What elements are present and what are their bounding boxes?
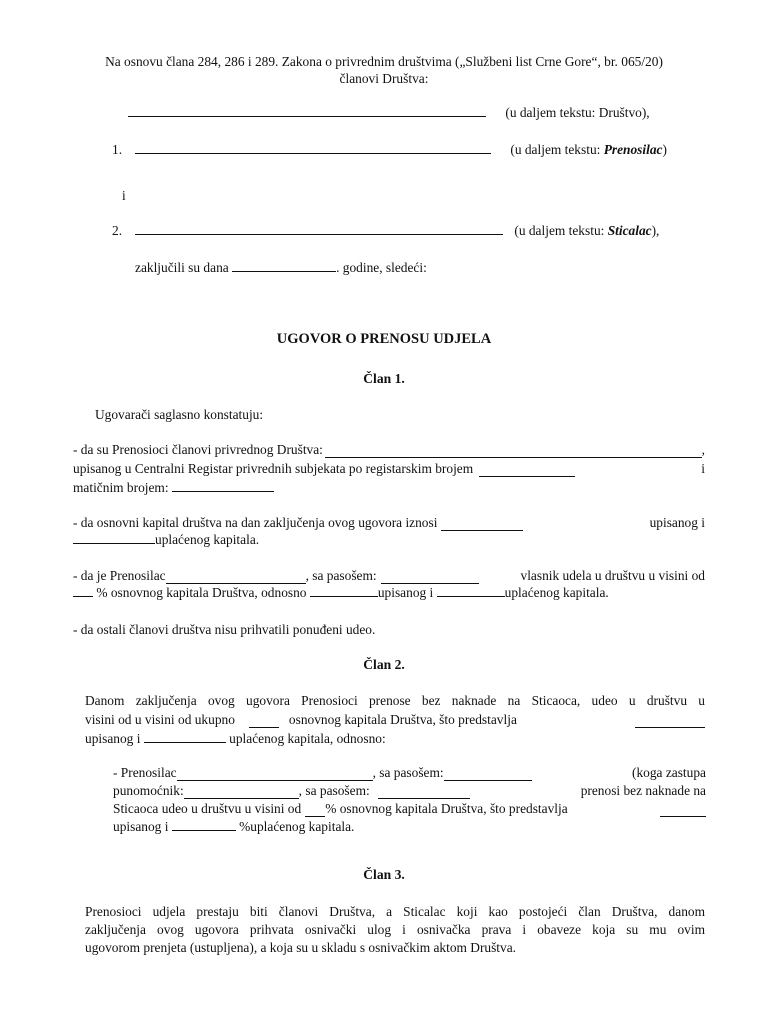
article-2-subitem: - Prenosilac , sa pasošem: (koga zastupa punomoćnik: , sa pasošem: prenosi bez naknade na Sticaoca udeo u društvu u visini od % osnovnog kapitala Društva, što predstavlja upisanog i %uplaćenog kapitala.: [113, 765, 706, 834]
party-1-label: (u daljem tekstu: Prenosilac): [510, 142, 667, 157]
paid-capital-blank[interactable]: [73, 531, 155, 544]
sub-percent-blank[interactable]: [305, 804, 325, 817]
article-1-heading: Član 1.: [363, 371, 405, 386]
capital-amount-blank[interactable]: [441, 518, 523, 531]
party-2-name-blank[interactable]: [135, 222, 503, 235]
sub-represents-blank[interactable]: [660, 804, 706, 817]
sub-registered-blank[interactable]: [172, 818, 236, 831]
company-line: [128, 104, 650, 121]
article-1-bullet-1: - da su Prenosioci članovi privrednog Društva: , upisanog u Centralni Registar privrednih subjekata po registarskim brojem i matičnim brojem:: [73, 442, 705, 495]
share-percent-blank[interactable]: [73, 584, 93, 597]
party-2-line: [135, 222, 659, 239]
party-1-line: [135, 141, 667, 158]
article-1-bullet-4: - da ostali članovi društva nisu prihvatili ponuđeni udeo.: [73, 622, 376, 637]
company-blank-2[interactable]: [325, 445, 702, 458]
proxy-passport-blank[interactable]: [378, 786, 470, 799]
passport-blank[interactable]: [381, 571, 479, 584]
preamble-line-1: Na osnovu člana 284, 286 i 289. Zakona o privrednim društvima („Službeni list Crne Gore“, br. 065/20): [105, 54, 663, 69]
date-blank[interactable]: [232, 259, 336, 272]
article-1-intro: Ugovarači saglasno konstatuju:: [95, 407, 264, 422]
and-text: i: [122, 188, 126, 203]
share-registered-blank[interactable]: [310, 584, 378, 597]
article-2-paragraph: Danom zaključenja ovog ugovora Prenosioci prenose bez naknade na Sticaoca, udeo u društvu u visini od u visini od ukupno osnovnog kapitala Društva, što predstavlja upisanog i uplaćenog kapitala, odnosno:: [85, 693, 705, 746]
registry-number-blank[interactable]: [479, 464, 575, 477]
article-1-bullet-2: - da osnovni kapital društva na dan zaključenja ovog ugovora iznosi upisanog i uplaćenog kapitala.: [73, 515, 705, 547]
party-1-name-blank[interactable]: [135, 141, 491, 154]
article-2-heading: Član 2.: [363, 657, 405, 672]
id-number-blank[interactable]: [172, 479, 274, 492]
sub-transferor-blank[interactable]: [177, 768, 373, 781]
article-1-bullet-3: - da je Prenosilac , sa pasošem: vlasnik udela u društvu u visini od % osnovnog kapitala Društva, odnosno upisanog i uplaćenog kapitala.: [73, 568, 705, 600]
share-paid-blank[interactable]: [437, 584, 505, 597]
represents-blank[interactable]: [635, 715, 705, 728]
article-3-paragraph: Prenosioci udjela prestaju biti članovi Društva, a Sticalac koji kao postojeći član Društva, danom zaključenja ovog ugovora prihvata osnivački ulog i osnivačka prava i obaveze koja su mu ovim ugovorom prenjeta (ustupljena), a koja su u skladu s osnivačkim aktom Društva.: [85, 904, 705, 955]
sub-passport-blank[interactable]: [444, 768, 532, 781]
proxy-blank[interactable]: [184, 786, 299, 799]
party-1-number: 1.: [112, 142, 123, 157]
company-name-blank[interactable]: [128, 104, 486, 117]
registered-blank-art2[interactable]: [144, 730, 226, 743]
party-2-label: (u daljem tekstu: Sticalac),: [514, 223, 660, 238]
party-2-number: 2.: [112, 223, 123, 238]
total-share-blank[interactable]: [249, 715, 279, 728]
preamble-line-2: članovi Društva:: [339, 71, 429, 86]
document-title: UGOVOR O PRENOSU UDJELA: [276, 331, 492, 347]
transferor-name-blank[interactable]: [166, 571, 306, 584]
article-3-heading: Član 3.: [363, 867, 405, 882]
concluded-line: zaključili su dana . godine, sledeći:: [135, 260, 427, 275]
company-label: (u daljem tekstu: Društvo),: [505, 105, 650, 120]
